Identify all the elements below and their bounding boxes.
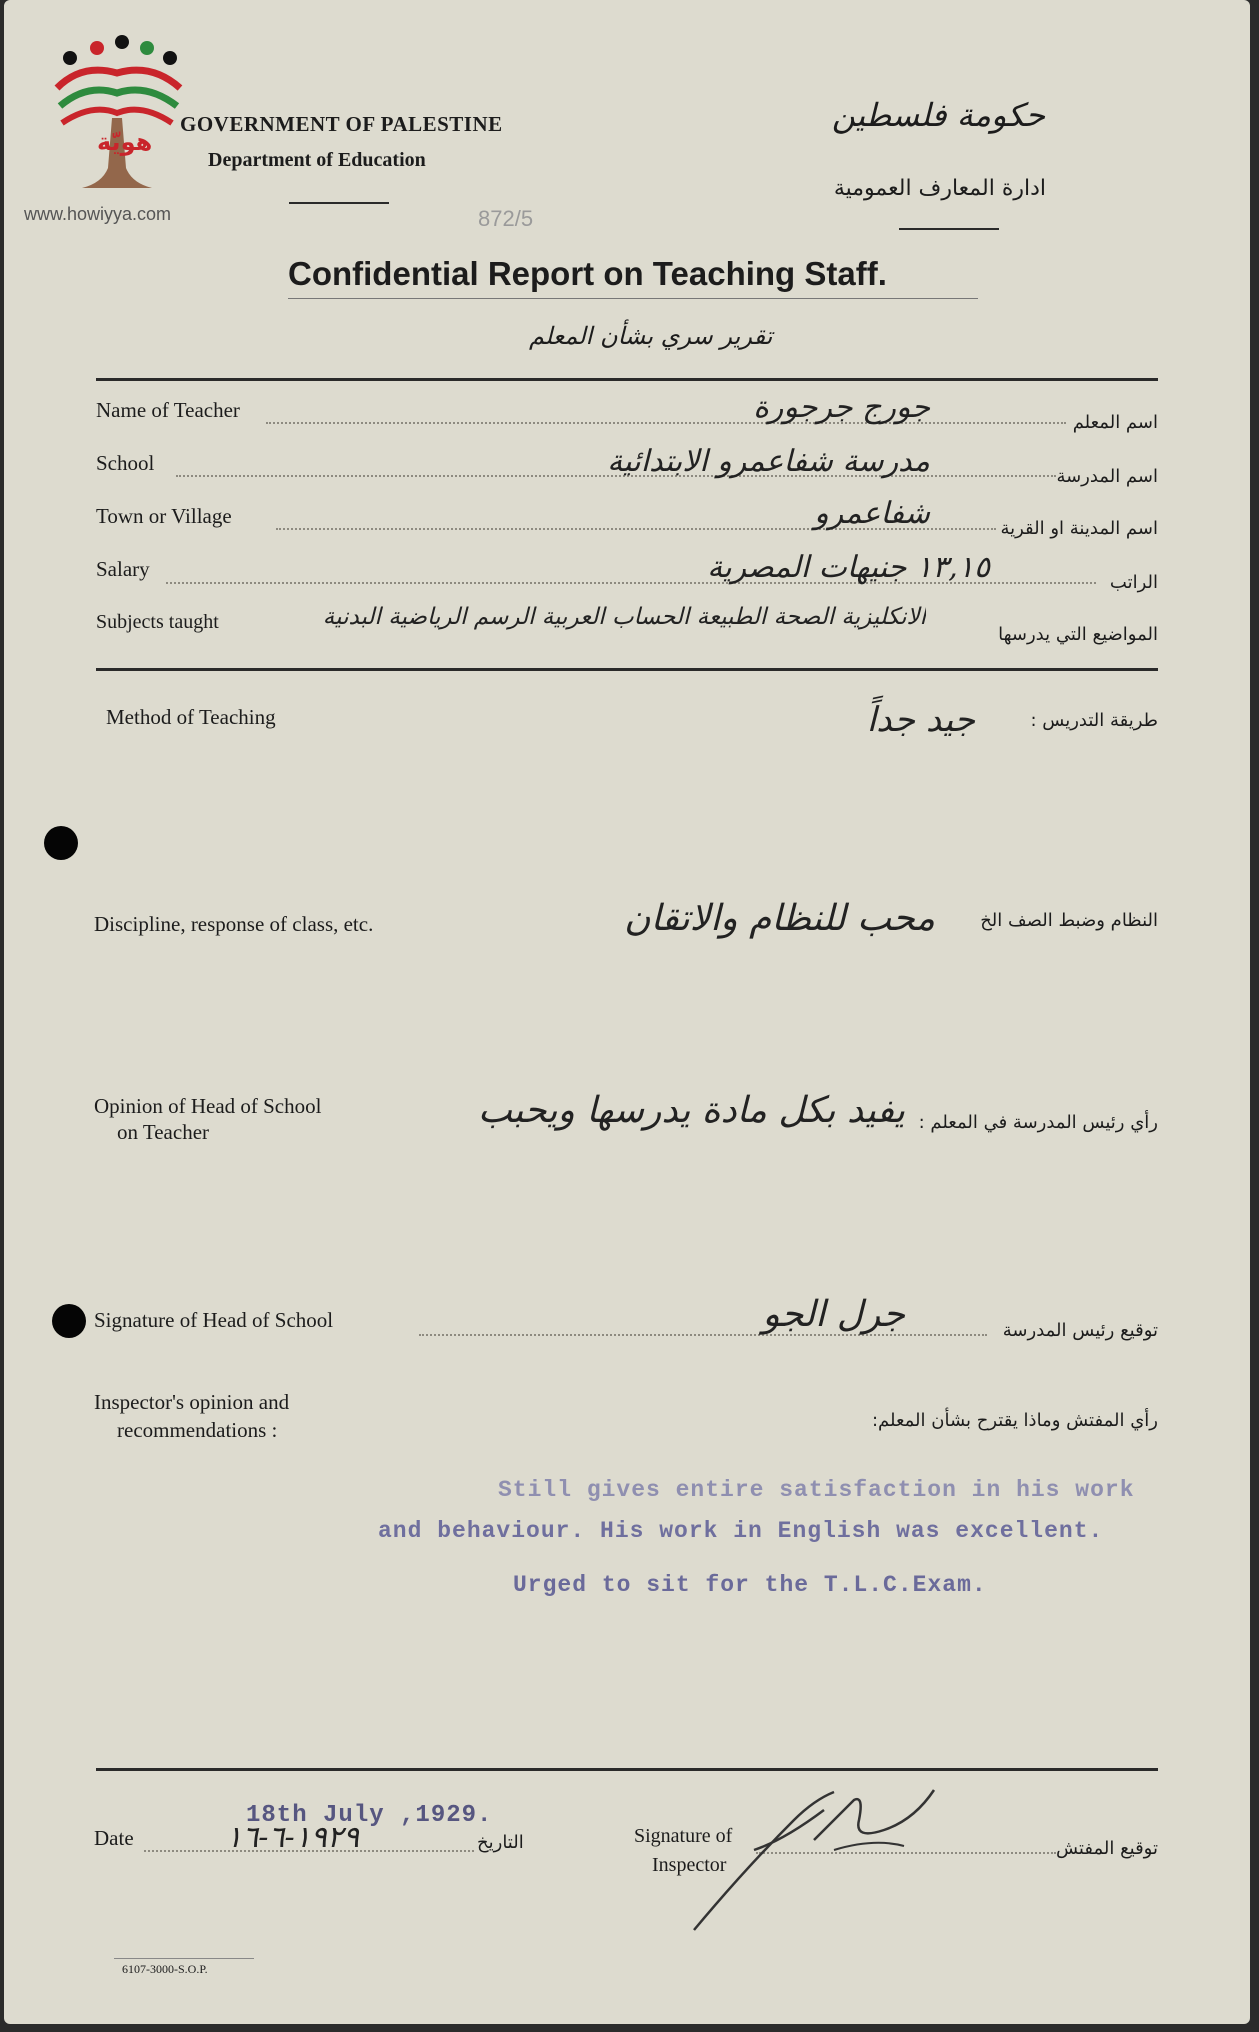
town-label-ar: اسم المدينة او القرية xyxy=(1000,518,1158,539)
report-title-ar: تقرير سري بشأن المعلم xyxy=(529,322,773,350)
inspector-label-en-1: Inspector's opinion and xyxy=(94,1390,290,1414)
head-signature-label-en: Signature of Head of School xyxy=(94,1308,334,1332)
town-label-en: Town or Village xyxy=(96,504,232,528)
inspector-label-ar: رأي المفتش وماذا يقترح بشأن المعلم: xyxy=(871,1410,1158,1431)
dept-title-en: Department of Education xyxy=(208,149,426,171)
discipline-label-ar: النظام وضبط الصف الخ xyxy=(980,910,1158,931)
head-signature-value: جرل الجو xyxy=(762,1294,905,1335)
method-value: جيد جداً xyxy=(866,700,975,740)
inspector-sig-label-1: Signature of xyxy=(634,1825,733,1847)
school-label-ar: اسم المدرسة xyxy=(1056,466,1158,487)
opinion-value: يفيد بكل مادة يدرسها ويحبب xyxy=(478,1090,905,1131)
subjects-label-ar: المواضيع التي يدرسها xyxy=(998,624,1158,645)
site-link[interactable]: www.howiyya.com xyxy=(24,204,172,224)
punch-hole-1 xyxy=(44,826,78,860)
logo-text: هويّة xyxy=(97,128,153,156)
discipline-value: محب للنظام والاتقان xyxy=(624,898,935,939)
subjects-value: الانكليزية الصحة الطبيعة الحساب العربية الرسم الرياضية البدنية xyxy=(322,604,926,630)
salary-label-en: Salary xyxy=(96,557,150,581)
inspector-label-en-2: recommendations : xyxy=(117,1418,278,1442)
name-label-en: Name of Teacher xyxy=(96,398,240,422)
inspector-typed-line-3: Urged to sit for the T.L.C.Exam. xyxy=(513,1572,987,1598)
school-label-en: School xyxy=(96,451,155,475)
date-label-en: Date xyxy=(94,1826,134,1850)
name-label-ar: اسم المعلم xyxy=(1072,412,1158,433)
date-label-ar: التاريخ xyxy=(477,1832,524,1853)
salary-value: ١٣,١٥ جنيهات المصرية xyxy=(707,550,990,585)
title-underline xyxy=(288,298,978,299)
subjects-label-en: Subjects taught xyxy=(96,611,219,633)
tree-logo-icon xyxy=(42,28,192,198)
report-page xyxy=(4,0,1250,2024)
date-typed: 18th July ,1929. xyxy=(246,1802,493,1829)
footer-rule xyxy=(96,1768,1158,1771)
print-code-rule xyxy=(114,1958,254,1959)
inspector-sig-label-ar: توقيع المفتش xyxy=(1055,1838,1158,1859)
fields-bottom-rule xyxy=(96,668,1158,671)
report-title: Confidential Report on Teaching Staff. xyxy=(288,255,887,292)
discipline-label-en: Discipline, response of class, etc. xyxy=(94,912,374,936)
head-signature-label-ar: توقيع رئيس المدرسة xyxy=(1002,1320,1158,1341)
salary-label-ar: الراتب xyxy=(1109,572,1158,593)
header-divider-left xyxy=(289,202,389,204)
print-code: 6107-3000-S.O.P. xyxy=(122,1962,208,1976)
inspector-typed-line-1: Still gives entire satisfaction in his work xyxy=(498,1477,1135,1503)
gov-title-en: GOVERNMENT OF PALESTINE xyxy=(180,112,503,136)
inspector-sig-label-2: Inspector xyxy=(652,1854,727,1876)
fields-top-rule xyxy=(96,378,1158,381)
date-handwritten: ١٩٢٩-٦-١٦ xyxy=(226,1820,360,1855)
opinion-label-en-1: Opinion of Head of School xyxy=(94,1094,322,1118)
opinion-label-ar: رأي رئيس المدرسة في المعلم : xyxy=(918,1112,1158,1133)
punch-hole-2 xyxy=(52,1304,86,1338)
town-value: شفاعمرو xyxy=(814,496,930,531)
dept-title-ar: ادارة المعارف العمومية xyxy=(833,176,1046,201)
opinion-label-en-2: on Teacher xyxy=(117,1120,210,1144)
name-dotted-line xyxy=(266,422,1066,424)
school-value: مدرسة شفاعمرو الابتدائية xyxy=(607,444,930,479)
inspector-typed-line-2: and behaviour. His work in English was excellent. xyxy=(378,1518,1104,1544)
method-label-en: Method of Teaching xyxy=(106,705,276,729)
howiyya-logo xyxy=(42,28,192,198)
file-number: 872/5 xyxy=(478,206,534,231)
header-divider-right xyxy=(899,228,999,230)
inspector-signature-icon xyxy=(684,1780,954,1940)
method-label-ar: طريقة التدريس : xyxy=(1030,710,1158,731)
name-value: جورج جرجورة xyxy=(753,390,930,425)
gov-title-ar: حكومة فلسطين xyxy=(831,96,1045,134)
